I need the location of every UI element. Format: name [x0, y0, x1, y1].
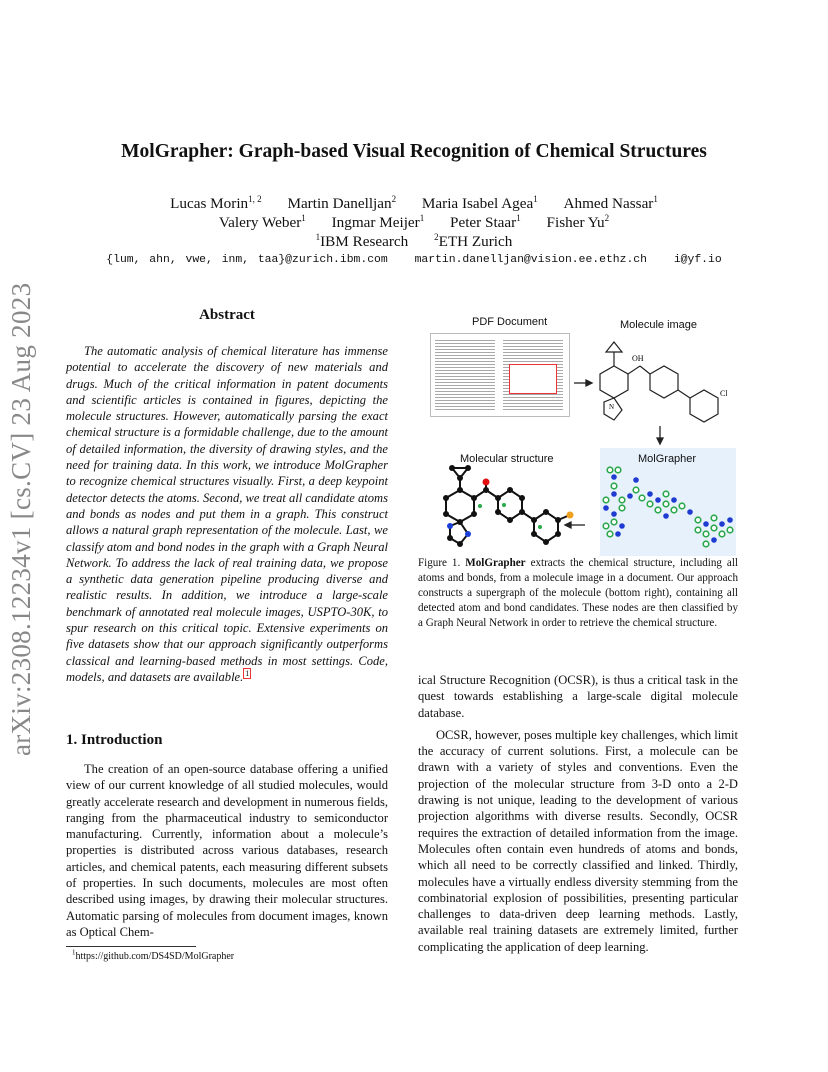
authors-row-2	[0, 214, 828, 232]
footnote-divider	[66, 946, 196, 947]
paper-title: MolGrapher: Graph-based Visual Recognition of Chemical Structures	[121, 141, 707, 162]
author-emails	[0, 254, 828, 266]
fig-label-molecular-structure: Molecular structure	[460, 453, 554, 465]
molecule-image-drawing	[600, 342, 718, 422]
affiliation: $^2$ETH Zurich	[434, 231, 513, 250]
figure-1-caption: Figure 1. MolGrapher extracts the chemical structure, including all atoms and bonds, from a molecule image in a document. Our approach constructs a supergraph of the molecule (bottom right), containing all detected atom and bond candidates. These nodes are then classified by a Graph Neural Network in order to retrieve the chemical structure.	[418, 557, 739, 629]
paragraph: ical Structure Recognition (OCSR), is thus a critical task in the quest towards establishing a large-scale digital molecule database.	[418, 673, 738, 720]
cl-label: Cl	[720, 389, 728, 398]
author: Fisher Yu$^2$	[546, 212, 610, 231]
paragraph: OCSR, however, poses multiple key challenges, which limit the accuracy of current solutions. First, a molecule can be drawn with a variety of styles and conventions. Even the projection of the molecular structure from 3-D onto a 2-D drawing is not unique, leading to the development of various projection algorithms with diverse results. Secondly, OCSR requires the extraction of detailed information from the image. Molecules often contain even hundreds of atoms and bonds, which all need to be correctly classified and linked. Thirdly, molecules have a virtually endless diversity stemming from the combinatorial explosion of possibilities, presenting particular challenges to data-driven deep learning methods. Lastly, available real training datasets are extremely limited, further complicating the application of deep learning.	[418, 727, 738, 954]
molgrapher-supergraph	[603, 467, 733, 547]
author: Martin Danelljan$^2$	[287, 193, 397, 212]
figure-1-graphic	[410, 330, 750, 560]
n-label: N	[609, 403, 615, 411]
molecular-structure-graph	[446, 468, 570, 544]
email[interactable]: {lum, ahn, vwe, inm, taa}@zurich.ibm.com	[106, 254, 388, 266]
author: Valery Weber$^1$	[218, 212, 306, 231]
email[interactable]: martin.danelljan@vision.ee.ethz.ch	[414, 254, 647, 266]
right-column-text	[418, 672, 738, 955]
author: Ingmar Meijer$^1$	[331, 212, 425, 231]
arxiv-sidebar-id: arXiv:2308.12234v1 [cs.CV] 23 Aug 2023	[6, 282, 36, 756]
oh-label: OH	[632, 354, 644, 363]
email[interactable]: i@yf.io	[673, 254, 722, 266]
author: Peter Staar$^1$	[450, 212, 521, 231]
intro-heading: 1. Introduction	[66, 732, 163, 748]
author: Maria Isabel Agea$^1$	[421, 193, 538, 212]
fig-label-molgrapher: MolGrapher	[638, 453, 697, 465]
author: Ahmed Nassar$^1$	[563, 193, 658, 212]
footnote: $^1$https://github.com/DS4SD/MolGrapher	[72, 948, 235, 962]
abstract-heading: Abstract	[199, 307, 255, 323]
footnote-link[interactable]: 1	[245, 668, 250, 678]
fig-label-molecule-image: Molecule image	[620, 319, 698, 331]
intro-text: The creation of an open-source database offering a unified view of our current knowledge of all studied molecules, would greatly accelerate research and development in numerous fields, ranging from the pharmaceutical industry to semiconductor manufacturing. Currently, information about a molecule’s properties is distributed across various databases, research articles, and chemical patents, each measuring different subsets of properties. In such documents, molecules are most often described using images, by drawing their molecular structures. Automatic parsing of molecules from document images, known as Optical Chem-	[66, 762, 388, 939]
footnote-url[interactable]: https://github.com/DS4SD/MolGrapher	[75, 951, 235, 962]
structure-atoms	[443, 465, 574, 547]
affiliation: $^1$IBM Research	[315, 231, 409, 250]
fig-label-pdf-document: PDF Document	[472, 316, 548, 328]
author: Lucas Morin$^{1, 2}$	[170, 193, 262, 212]
authors-row-1	[0, 195, 828, 213]
affiliations	[0, 233, 828, 251]
abstract-text: The automatic analysis of chemical literature has immense potential to accelerate the discovery of new materials and drugs. Much of the critical information in patent documents and scientific articles is contained in figures, depicting the molecule structures. However, automatically parsing the exact chemical structure is a formidable challenge, due to the amount of detailed information, the diversity of drawing styles, and the need for training data. In this work, we introduce MolGrapher to recognize chemical structures visually. First, a deep keypoint detector detects the atoms. Second, we treat all candidate atoms and bonds as nodes and put them in a graph. This construct allows a natural graph representation of the molecule. Last, we classify atom and bond nodes in the graph with a Graph Neural Network. To address the lack of real training data, we propose a synthetic data generation pipeline producing diverse and realistic results. In addition, we introduce a large-scale benchmark of annotated real molecule images, USPTO-30K, to spur research on this critical topic. Extensive experiments on five datasets show that our approach significantly outperforms classical and learning-based methods in most settings. Code, models, and datasets are available. $^1$	[66, 344, 388, 684]
